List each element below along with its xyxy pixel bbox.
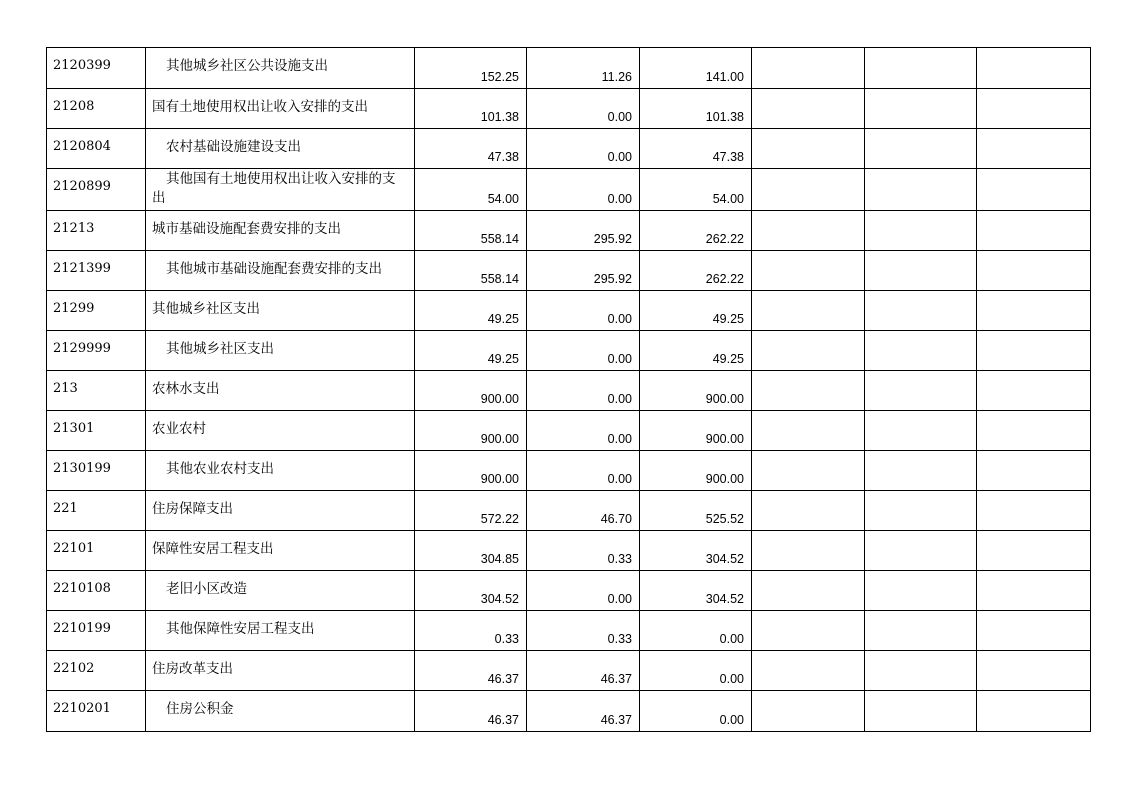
value-cell: [752, 651, 865, 691]
name-text: 老旧小区改造: [166, 581, 247, 597]
table-row: [47, 129, 1091, 169]
code-cell: [47, 48, 146, 89]
value-cell: [640, 129, 752, 169]
name-text: 农业农村: [152, 421, 206, 437]
value-cell: [977, 211, 1091, 251]
value-cell: [640, 89, 752, 129]
value-text: 49.25: [487, 352, 519, 366]
table-row: [47, 251, 1091, 291]
value-text: 101.38: [480, 110, 519, 124]
value-cell: [977, 611, 1091, 651]
value-text: 0.00: [719, 632, 744, 646]
code-text: 2120399: [53, 58, 111, 73]
name-text: 农林水支出: [152, 381, 220, 397]
name-text: 城市基础设施配套费安排的支出: [152, 221, 341, 237]
value-text: 900.00: [705, 432, 744, 446]
value-cell: [415, 571, 527, 611]
value-text: [865, 728, 976, 731]
code-cell: [47, 89, 146, 129]
value-text: 304.52: [480, 592, 519, 606]
value-text: 47.38: [712, 150, 744, 164]
value-cell: [752, 89, 865, 129]
value-cell: [415, 211, 527, 251]
name-cell: [146, 291, 415, 331]
value-cell: [640, 331, 752, 371]
value-cell: [527, 169, 640, 211]
value-cell: [977, 48, 1091, 89]
value-cell: [527, 651, 640, 691]
table-row: [47, 411, 1091, 451]
name-text: 其他国有土地使用权出让收入安排的支出: [152, 171, 396, 206]
value-cell: [640, 371, 752, 411]
value-text: 54.00: [487, 192, 519, 206]
value-cell: [752, 491, 865, 531]
value-text: 900.00: [705, 472, 744, 486]
value-cell: [415, 691, 527, 732]
value-text: [977, 728, 1090, 731]
table-row: [47, 531, 1091, 571]
table-row: [47, 571, 1091, 611]
table-row: [47, 491, 1091, 531]
code-cell: [47, 691, 146, 732]
value-text: 46.37: [600, 672, 632, 686]
value-cell: [977, 371, 1091, 411]
value-cell: [640, 571, 752, 611]
value-text: 262.22: [705, 272, 744, 286]
value-text: 900.00: [705, 392, 744, 406]
value-cell: [865, 211, 977, 251]
name-text: 其他城乡社区支出: [166, 341, 274, 357]
code-text: 221: [53, 501, 78, 516]
name-cell: [146, 531, 415, 571]
value-text: 0.00: [719, 672, 744, 686]
value-cell: [640, 251, 752, 291]
name-cell: [146, 691, 415, 732]
name-text: 其他城乡社区公共设施支出: [166, 58, 328, 74]
value-text: 46.70: [600, 512, 632, 526]
value-cell: [415, 169, 527, 211]
code-cell: [47, 411, 146, 451]
code-text: 2210108: [53, 581, 111, 596]
value-cell: [865, 48, 977, 89]
name-cell: [146, 371, 415, 411]
value-cell: [527, 691, 640, 732]
value-text: 304.52: [705, 552, 744, 566]
value-text: 0.33: [494, 632, 519, 646]
code-cell: [47, 571, 146, 611]
value-cell: [865, 169, 977, 211]
value-cell: [527, 211, 640, 251]
value-cell: [977, 491, 1091, 531]
name-cell: [146, 48, 415, 89]
value-cell: [415, 371, 527, 411]
value-cell: [752, 531, 865, 571]
value-text: 46.37: [600, 713, 632, 727]
value-cell: [527, 411, 640, 451]
value-cell: [752, 571, 865, 611]
value-cell: [640, 291, 752, 331]
name-text: 其他保障性安居工程支出: [166, 621, 315, 637]
value-cell: [752, 371, 865, 411]
value-cell: [865, 451, 977, 491]
value-text: 0.33: [607, 552, 632, 566]
table-body: [47, 48, 1091, 732]
value-cell: [527, 89, 640, 129]
value-cell: [865, 89, 977, 129]
value-cell: [640, 169, 752, 211]
value-cell: [977, 251, 1091, 291]
value-text: 54.00: [712, 192, 744, 206]
value-cell: [527, 48, 640, 89]
value-text: [752, 728, 864, 731]
name-cell: [146, 251, 415, 291]
code-cell: [47, 291, 146, 331]
code-cell: [47, 491, 146, 531]
value-cell: [977, 451, 1091, 491]
code-text: 2129999: [53, 341, 111, 356]
name-cell: [146, 451, 415, 491]
value-text: 0.00: [607, 312, 632, 326]
code-cell: [47, 531, 146, 571]
value-cell: [415, 89, 527, 129]
value-cell: [415, 491, 527, 531]
value-cell: [752, 211, 865, 251]
value-text: 304.52: [705, 592, 744, 606]
value-cell: [865, 611, 977, 651]
code-text: 21208: [53, 99, 95, 114]
name-cell: [146, 491, 415, 531]
value-cell: [977, 531, 1091, 571]
value-cell: [527, 331, 640, 371]
value-cell: [977, 571, 1091, 611]
value-cell: [977, 411, 1091, 451]
value-cell: [977, 291, 1091, 331]
value-cell: [865, 411, 977, 451]
value-text: 49.25: [712, 312, 744, 326]
value-cell: [527, 491, 640, 531]
value-cell: [415, 331, 527, 371]
code-text: 22101: [53, 541, 95, 556]
value-text: 572.22: [480, 512, 519, 526]
value-cell: [415, 611, 527, 651]
value-cell: [752, 251, 865, 291]
code-cell: [47, 371, 146, 411]
code-cell: [47, 211, 146, 251]
value-text: 49.25: [487, 312, 519, 326]
name-text: 保障性安居工程支出: [152, 541, 274, 557]
value-text: 900.00: [480, 392, 519, 406]
value-cell: [415, 291, 527, 331]
table-row: [47, 169, 1091, 211]
value-cell: [415, 531, 527, 571]
code-cell: [47, 169, 146, 211]
value-text: 0.00: [607, 472, 632, 486]
value-cell: [527, 371, 640, 411]
value-cell: [865, 331, 977, 371]
value-cell: [640, 611, 752, 651]
code-cell: [47, 611, 146, 651]
value-text: 0.00: [607, 432, 632, 446]
value-cell: [865, 129, 977, 169]
value-cell: [752, 331, 865, 371]
table-row: [47, 291, 1091, 331]
name-cell: [146, 571, 415, 611]
value-cell: [527, 531, 640, 571]
value-text: 0.00: [607, 592, 632, 606]
value-text: 0.00: [607, 192, 632, 206]
code-text: 22102: [53, 661, 95, 676]
value-cell: [527, 451, 640, 491]
value-cell: [752, 451, 865, 491]
code-cell: [47, 451, 146, 491]
value-cell: [640, 491, 752, 531]
value-text: 525.52: [705, 512, 744, 526]
value-cell: [415, 48, 527, 89]
value-cell: [640, 211, 752, 251]
name-text: 其他城乡社区支出: [152, 301, 260, 317]
value-text: 46.37: [487, 672, 519, 686]
name-cell: [146, 169, 415, 211]
table-row: [47, 48, 1091, 89]
table-row: [47, 611, 1091, 651]
value-cell: [865, 691, 977, 732]
code-text: 21299: [53, 301, 95, 316]
name-cell: [146, 611, 415, 651]
code-text: 21213: [53, 221, 95, 236]
value-text: 0.00: [607, 392, 632, 406]
value-cell: [415, 451, 527, 491]
name-text: 住房保障支出: [152, 501, 233, 517]
value-text: 0.00: [607, 150, 632, 164]
code-text: 2210199: [53, 621, 111, 636]
code-text: 21301: [53, 421, 95, 436]
value-cell: [527, 571, 640, 611]
value-text: 262.22: [705, 232, 744, 246]
value-cell: [977, 169, 1091, 211]
code-cell: [47, 129, 146, 169]
name-text: 其他农业农村支出: [166, 461, 274, 477]
value-text: 558.14: [480, 232, 519, 246]
value-text: 295.92: [593, 272, 632, 286]
value-cell: [752, 48, 865, 89]
code-cell: [47, 251, 146, 291]
table-row: [47, 89, 1091, 129]
value-text: 295.92: [593, 232, 632, 246]
value-cell: [752, 411, 865, 451]
name-cell: [146, 331, 415, 371]
table-row: [47, 451, 1091, 491]
budget-table: [46, 47, 1091, 732]
table-row: [47, 211, 1091, 251]
value-text: 46.37: [487, 713, 519, 727]
value-cell: [415, 651, 527, 691]
table-row: [47, 371, 1091, 411]
value-text: 0.00: [719, 713, 744, 727]
value-text: 47.38: [487, 150, 519, 164]
code-cell: [47, 331, 146, 371]
value-text: 101.38: [705, 110, 744, 124]
value-cell: [415, 129, 527, 169]
value-cell: [977, 89, 1091, 129]
value-cell: [752, 691, 865, 732]
value-text: 0.00: [607, 110, 632, 124]
code-text: 2120804: [53, 139, 111, 154]
value-cell: [977, 691, 1091, 732]
value-cell: [640, 691, 752, 732]
value-cell: [977, 651, 1091, 691]
value-cell: [415, 251, 527, 291]
value-cell: [640, 531, 752, 571]
value-cell: [752, 169, 865, 211]
value-cell: [865, 531, 977, 571]
code-text: 2120899: [53, 179, 111, 194]
value-cell: [640, 411, 752, 451]
value-text: 0.00: [607, 352, 632, 366]
name-text: 农村基础设施建设支出: [166, 139, 301, 155]
value-cell: [640, 48, 752, 89]
value-cell: [865, 491, 977, 531]
value-cell: [865, 571, 977, 611]
value-cell: [752, 611, 865, 651]
table-row: [47, 331, 1091, 371]
value-cell: [640, 451, 752, 491]
value-text: 49.25: [712, 352, 744, 366]
value-cell: [527, 251, 640, 291]
value-cell: [977, 331, 1091, 371]
value-text: 141.00: [705, 70, 744, 84]
name-text: 国有土地使用权出让收入安排的支出: [152, 99, 368, 115]
value-cell: [977, 129, 1091, 169]
value-cell: [865, 251, 977, 291]
value-text: 558.14: [480, 272, 519, 286]
table-row: [47, 691, 1091, 732]
table-row: [47, 651, 1091, 691]
value-text: 11.26: [601, 70, 632, 84]
code-text: 2210201: [53, 701, 111, 716]
value-text: 304.85: [480, 552, 519, 566]
value-cell: [865, 651, 977, 691]
name-text: 其他城市基础设施配套费安排的支出: [166, 261, 382, 277]
value-cell: [865, 291, 977, 331]
name-text: 住房改革支出: [152, 661, 233, 677]
value-cell: [640, 651, 752, 691]
name-cell: [146, 651, 415, 691]
value-cell: [752, 291, 865, 331]
code-text: 213: [53, 381, 78, 396]
value-cell: [752, 129, 865, 169]
name-cell: [146, 211, 415, 251]
value-cell: [415, 411, 527, 451]
code-text: 2121399: [53, 261, 111, 276]
value-cell: [527, 291, 640, 331]
value-cell: [527, 129, 640, 169]
code-cell: [47, 651, 146, 691]
name-cell: [146, 89, 415, 129]
value-text: 152.25: [480, 70, 519, 84]
value-cell: [527, 611, 640, 651]
value-cell: [865, 371, 977, 411]
name-cell: [146, 129, 415, 169]
name-text: 住房公积金: [166, 701, 234, 717]
value-text: 0.33: [607, 632, 632, 646]
value-text: 900.00: [480, 432, 519, 446]
code-text: 2130199: [53, 461, 111, 476]
value-text: 900.00: [480, 472, 519, 486]
name-cell: [146, 411, 415, 451]
